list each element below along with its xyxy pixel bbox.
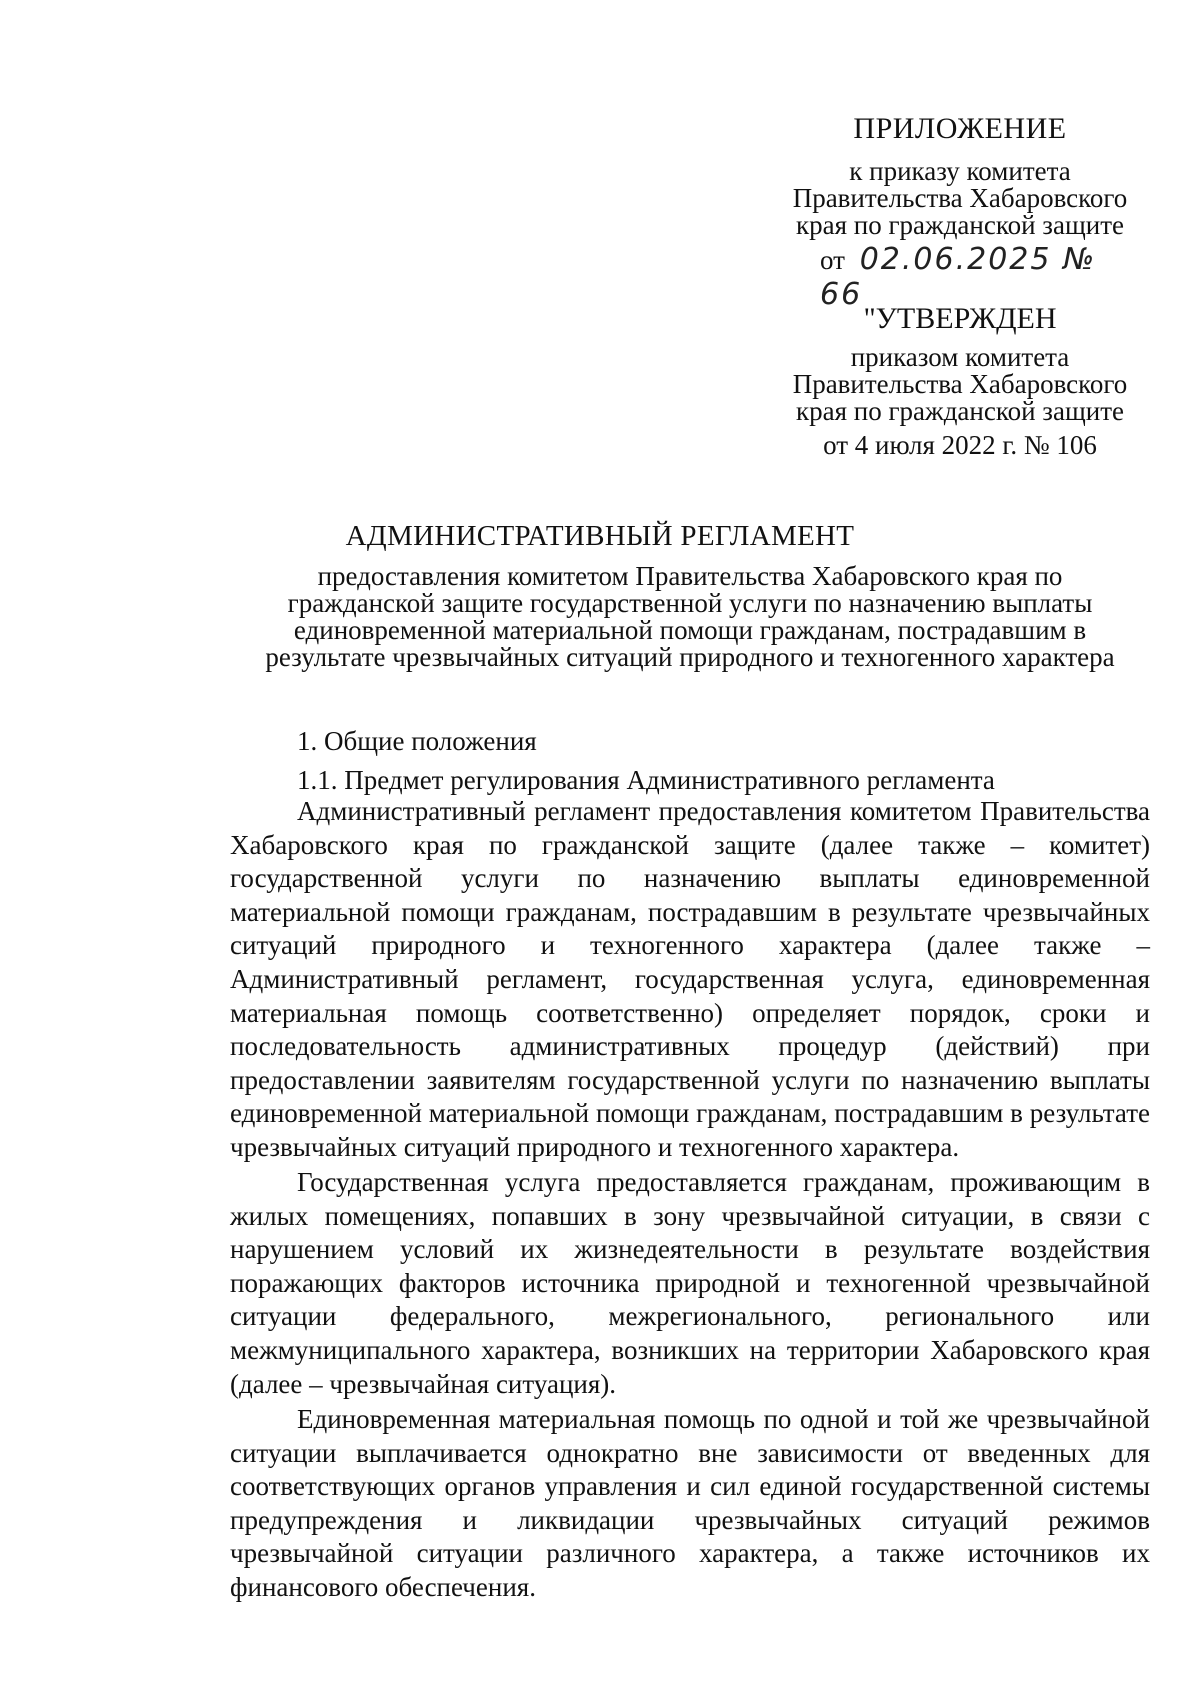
handwritten-date: 02.06.2025 № 66 [820, 242, 1097, 312]
approval-date: от 4 июля 2022 г. № 106 [823, 430, 1097, 460]
paragraph: Единовременная материальная помощь по одной и той же чрезвычайной ситуации выплачивается однократно вне зависимости от введенных для соответствующих органов управления и сил единой государственной системы предупреждения и ликвидации чрезвычайных ситуаций режимов чрезвычайной ситуации различного характера, а также источников их финансового обеспечения. [230, 1404, 1150, 1602]
appendix-line: к приказу комитета [849, 156, 1071, 186]
appendix-line: Правительства Хабаровского [792, 183, 1128, 213]
subtitle-line: предоставления комитетом Правительства Хабаровского края по [317, 561, 1063, 591]
approval-line: края по гражданской защите [796, 396, 1124, 426]
appendix-date-prefix: от [820, 245, 845, 275]
appendix-reference [780, 158, 1140, 239]
subtitle-line: гражданской защите государственной услуги по назначению выплаты [287, 588, 1093, 618]
paragraph: Государственная услуга предоставляется гражданам, проживающим в жилых помещениях, попавших в зону чрезвычайной ситуации, в связи с нарушением условий их жизнедеятельности в результате воздействия поражающих факторов источника природной и техногенной чрезвычайной ситуации федерального, межрегионального, регионального или межмуниципального характера, возникших на территории Хабаровского края (далее – чрезвычайная ситуация). [230, 1167, 1150, 1399]
document-title: АДМИНИСТРАТИВНЫЙ РЕГЛАМЕНТ [345, 520, 855, 552]
approval-line: приказом комитета [850, 342, 1070, 372]
paragraph: Административный регламент предоставления комитетом Правительства Хабаровского края по гражданской защите (далее также – комитет) государственной услуги по назначению выплаты единовременной материальной помощи гражданам, пострадавшим в результате чрезвычайных ситуаций природного и техногенного характера (далее также – Административный регламент, государственная услуга, единовременная материальная помощь соответственно) определяет порядок, сроки и последовательность административных процедур (действий) при предоставлении заявителям государственной услуги по назначению выплаты единовременной материальной помощи гражданам, пострадавшим в результате чрезвычайных ситуаций природного и техногенного характера. [230, 796, 1150, 1162]
subtitle-line: результате чрезвычайных ситуаций природного и техногенного характера [265, 642, 1115, 672]
body-paragraph-3 [230, 1403, 1150, 1605]
document-subtitle [230, 563, 1150, 671]
body-paragraph-1 [230, 795, 1150, 1165]
body-paragraph-2 [230, 1166, 1150, 1401]
subtitle-line: единовременной материальной помощи гражданам, пострадавшим в [293, 615, 1087, 645]
approval-title: "УТВЕРЖДЕН [863, 302, 1057, 335]
appendix-line: края по гражданской защите [796, 210, 1124, 240]
approval-line: Правительства Хабаровского [792, 369, 1128, 399]
approval-reference [780, 344, 1140, 425]
section-title: 1. Общие положения [297, 726, 537, 756]
subsection-title: 1.1. Предмет регулирования Административного регламента [297, 765, 995, 795]
appendix-title: ПРИЛОЖЕНИЕ [853, 112, 1067, 145]
